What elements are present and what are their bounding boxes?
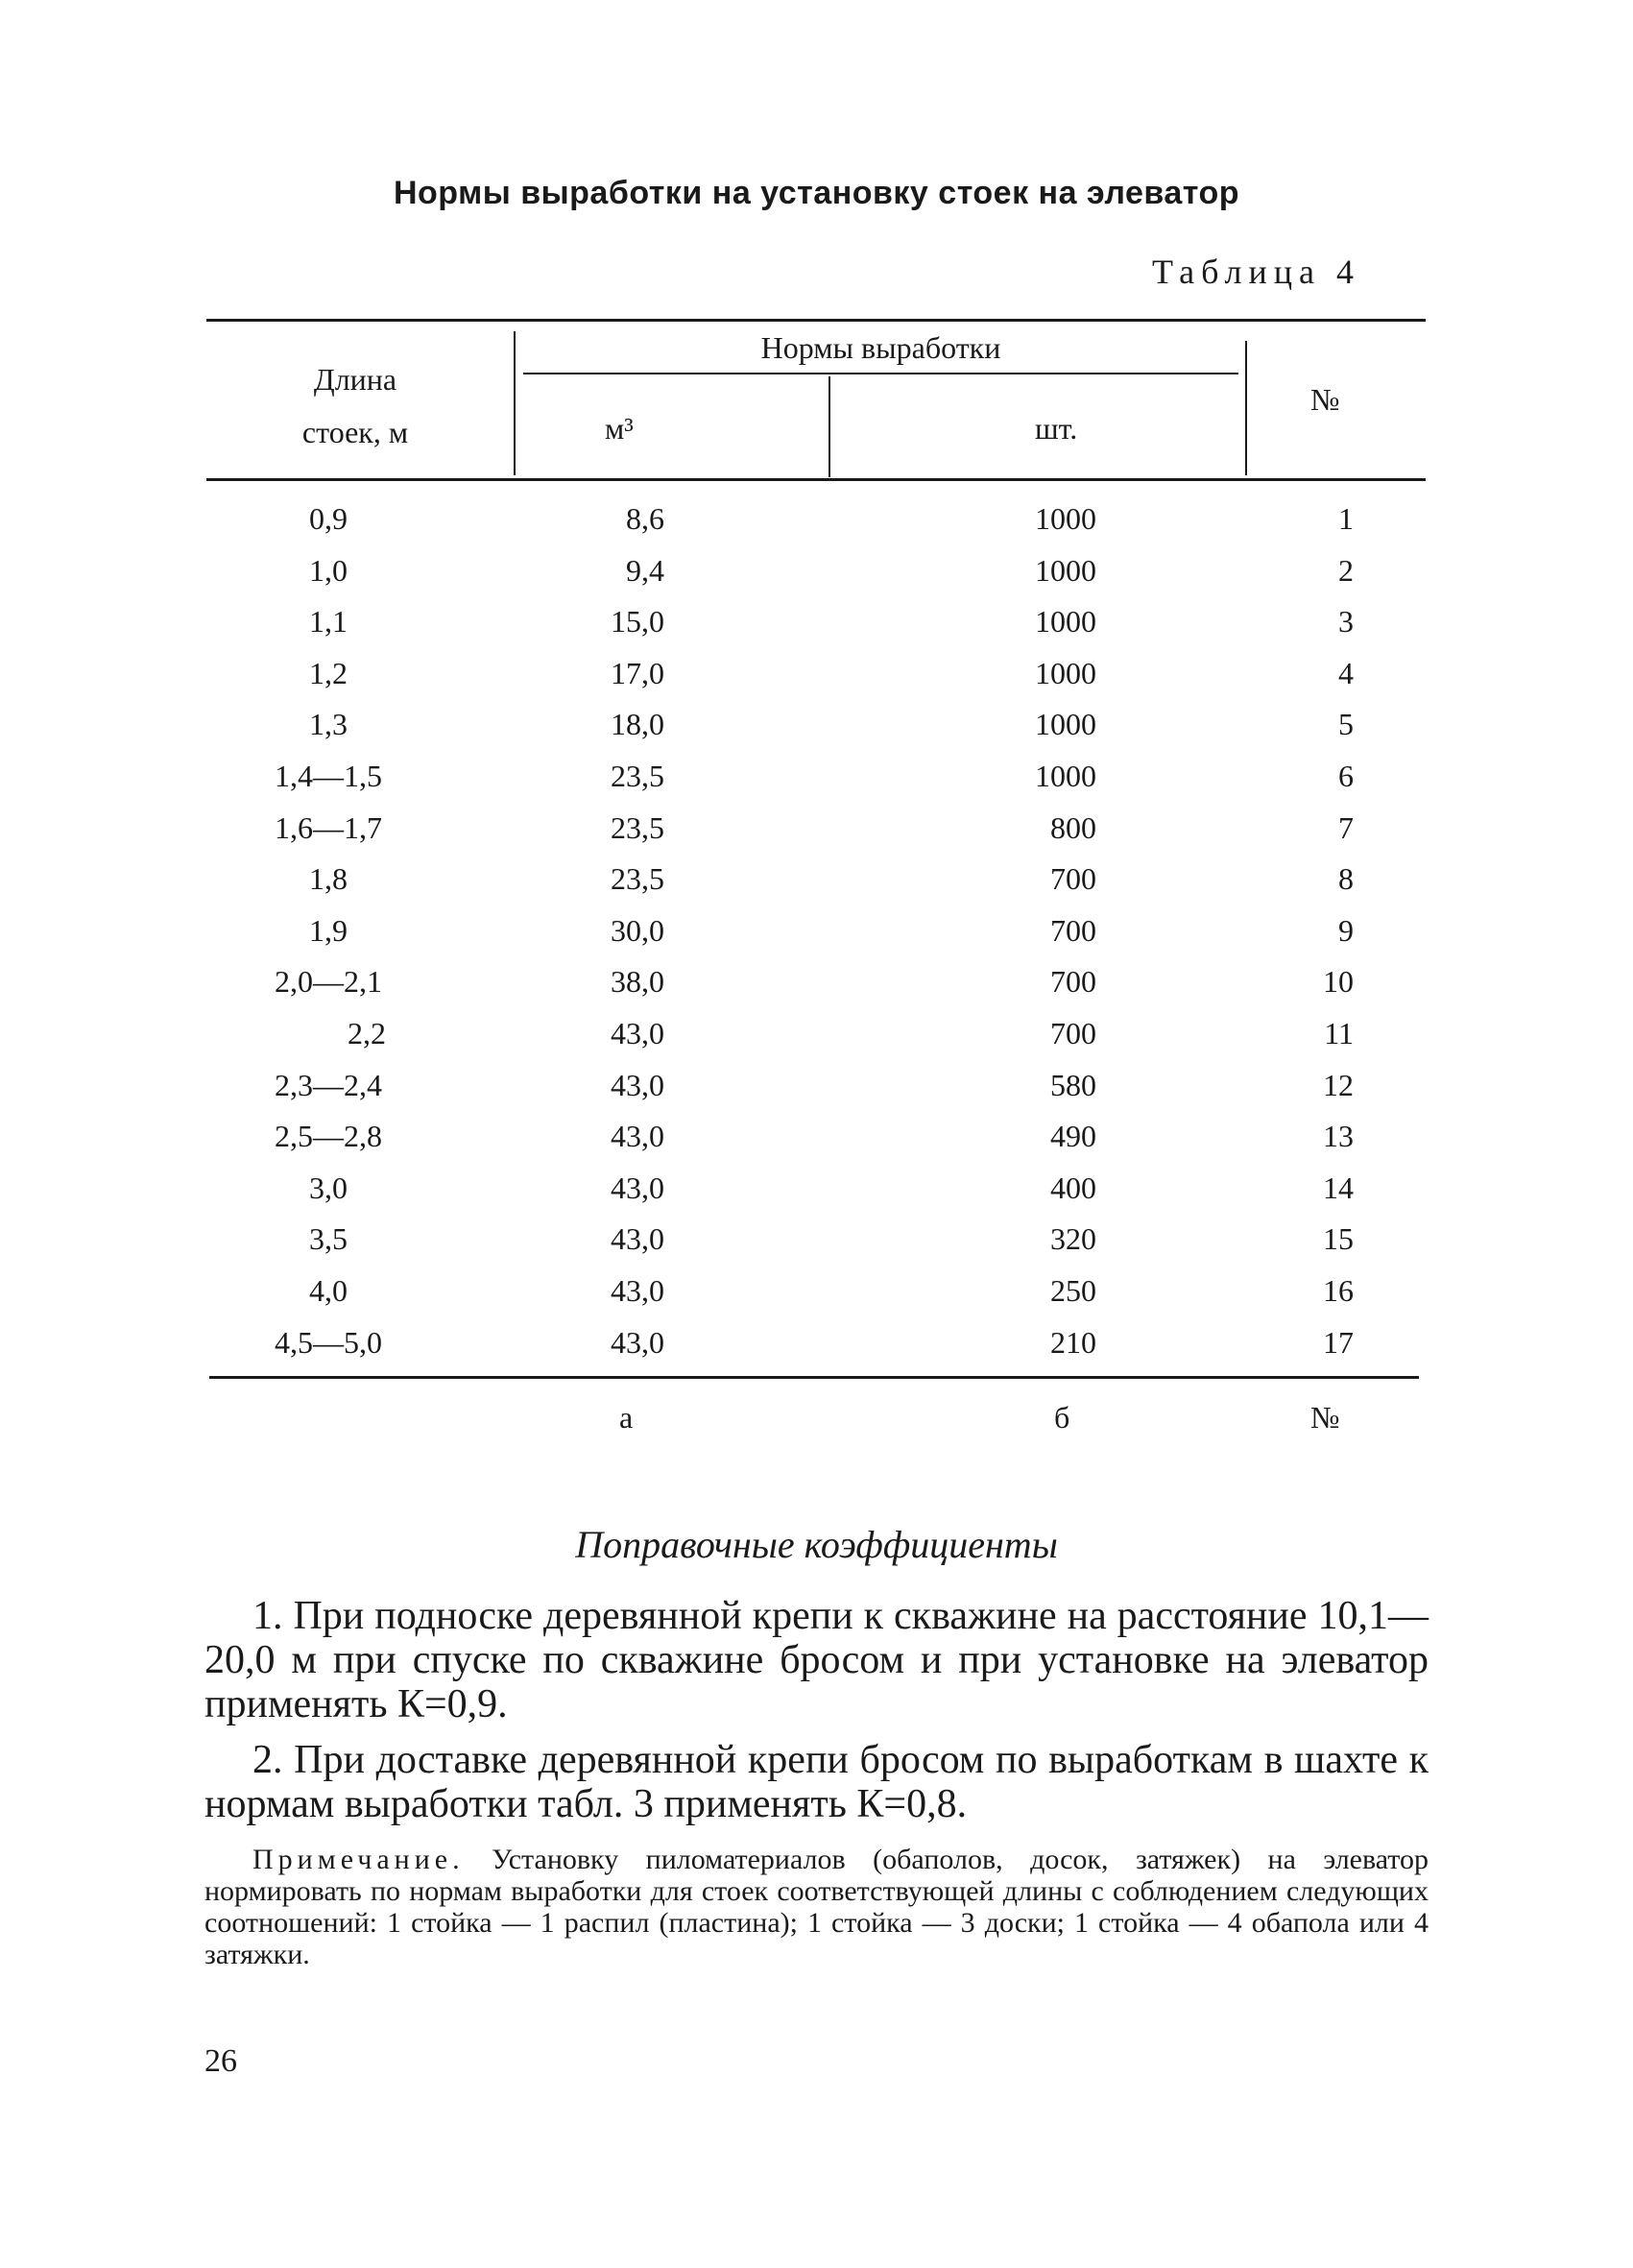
row-m3: 15,0: [611, 604, 664, 639]
table-row: [0, 1111, 1633, 1163]
row-length: 1,1: [309, 604, 348, 639]
row-length: 1,3: [309, 707, 348, 742]
section-title: Поправочные коэффициенты: [575, 1523, 1058, 1566]
row-m3: 43,0: [611, 1221, 664, 1257]
row-m3: 43,0: [611, 1273, 664, 1308]
table-row: [0, 1317, 1633, 1369]
paragraph-1: 1. При подноске деревянной крепи к скважине на расстояние 10,1—20,0 м при спуске по скважине бросом и при установке на элеватор применять К=0,9.: [204, 1594, 1429, 1726]
table-row: [0, 1214, 1633, 1266]
row-length: 2,5—2,8: [275, 1119, 382, 1154]
table-body: [0, 494, 1633, 1372]
row-m3: 38,0: [611, 964, 664, 1000]
table-top-rule: [206, 319, 1426, 322]
table-row: [0, 1060, 1633, 1112]
row-m3: 43,0: [611, 1119, 664, 1154]
column-label-a: а: [619, 1400, 634, 1435]
row-no: 17: [1323, 1324, 1354, 1360]
table-row: [0, 751, 1633, 803]
row-no: 12: [1323, 1067, 1354, 1102]
table-row: [0, 1163, 1633, 1215]
row-pcs: 700: [1050, 964, 1096, 1000]
table-row: [0, 905, 1633, 957]
header-norms: Нормы выработки: [760, 330, 1001, 365]
row-no: 4: [1338, 655, 1354, 690]
row-no: 8: [1338, 861, 1354, 897]
row-pcs: 700: [1050, 1016, 1096, 1050]
table-row: [0, 596, 1633, 648]
table-row: [0, 545, 1633, 597]
row-pcs: 400: [1050, 1170, 1096, 1205]
row-length: 1,2: [309, 655, 348, 690]
table-row: [0, 1266, 1633, 1317]
row-m3: 43,0: [611, 1170, 664, 1205]
row-no: 7: [1338, 809, 1354, 845]
row-length: 1,0: [309, 552, 348, 588]
table-row: [0, 854, 1633, 905]
row-m3: 30,0: [611, 912, 664, 948]
row-length: 3,0: [309, 1170, 348, 1205]
header-no: №: [1310, 382, 1340, 417]
row-no: 15: [1323, 1221, 1354, 1257]
row-pcs: 1000: [1035, 501, 1096, 536]
row-m3: 9,4: [626, 552, 664, 588]
row-pcs: 250: [1050, 1273, 1096, 1308]
row-pcs: 1000: [1035, 552, 1096, 588]
row-pcs: 490: [1050, 1119, 1096, 1154]
row-no: 6: [1338, 759, 1354, 793]
row-pcs: 320: [1050, 1221, 1096, 1257]
row-length: 3,5: [309, 1221, 348, 1257]
column-divider-m3: [829, 376, 830, 477]
row-no: 13: [1323, 1119, 1354, 1154]
row-pcs: 800: [1050, 809, 1096, 845]
row-pcs: 1000: [1035, 759, 1096, 793]
row-m3: 18,0: [611, 707, 664, 742]
row-no: 1: [1338, 501, 1354, 536]
paragraph-2: 2. При доставке деревянной крепи бросом по выработкам в шахте к нормам выработки табл. 3 применять К=0,8.: [204, 1738, 1429, 1826]
row-no: 2: [1338, 552, 1354, 588]
table-number: Таблица 4: [1152, 253, 1360, 291]
row-m3: 23,5: [611, 861, 664, 897]
column-label-b: б: [1054, 1400, 1070, 1435]
row-length: 4,0: [309, 1273, 348, 1308]
row-pcs: 580: [1050, 1067, 1096, 1102]
row-length: 1,8: [309, 861, 348, 897]
header-pcs: шт.: [1035, 411, 1078, 446]
table-row: [0, 956, 1633, 1008]
row-pcs: 1000: [1035, 604, 1096, 639]
row-no: 10: [1323, 964, 1354, 1000]
row-length: 1,4—1,5: [275, 759, 382, 793]
row-pcs: 1000: [1035, 655, 1096, 690]
row-no: 3: [1338, 604, 1354, 639]
row-pcs: 210: [1050, 1324, 1096, 1360]
row-length: 1,6—1,7: [275, 809, 382, 845]
page-title: Нормы выработки на установку стоек на элеватор: [393, 175, 1240, 211]
column-divider-length: [514, 331, 516, 475]
table-header-rule: [206, 478, 1426, 481]
row-m3: 8,6: [626, 501, 664, 536]
row-length: 0,9: [309, 501, 348, 536]
note-lead: Примечание.: [252, 1844, 465, 1875]
table-row: [0, 648, 1633, 700]
row-length: 2,2: [348, 1016, 386, 1050]
row-length: 2,3—2,4: [275, 1067, 382, 1102]
row-m3: 23,5: [611, 759, 664, 793]
row-m3: 43,0: [611, 1067, 664, 1102]
header-length: Длина стоек, м: [301, 362, 409, 449]
row-length: 1,9: [309, 912, 348, 948]
row-pcs: 700: [1050, 861, 1096, 897]
column-divider-pcs: [1245, 341, 1247, 475]
norms-subheader-rule: [523, 373, 1238, 374]
row-no: 11: [1324, 1016, 1354, 1050]
table-row: [0, 1008, 1633, 1060]
table-row: [0, 494, 1633, 545]
page-number: 26: [204, 2043, 237, 2079]
row-pcs: 700: [1050, 912, 1096, 948]
row-length: 2,0—2,1: [275, 964, 382, 1000]
table-bottom-rule: [209, 1376, 1419, 1379]
row-m3: 17,0: [611, 655, 664, 690]
row-length: 4,5—5,0: [275, 1324, 382, 1360]
table-row: [0, 803, 1633, 855]
row-pcs: 1000: [1035, 707, 1096, 742]
note-text: Установку пиломатериалов (обаполов, досок, затяжек) на элеватор нормировать по нормам выработки для стоек соответствующей длины с соблюдением следующих соотношений: 1 стойка — 1 распил (пластина); 1 стойка — 3 доски; 1 стойка — 4 обапола или 4 затяжки.: [204, 1844, 1429, 1970]
row-m3: 43,0: [611, 1016, 664, 1050]
row-no: 5: [1338, 707, 1354, 742]
row-no: 16: [1323, 1273, 1354, 1308]
note: [204, 1844, 1429, 1970]
column-label-no: №: [1310, 1400, 1340, 1435]
header-m3: м³: [605, 411, 634, 446]
row-m3: 23,5: [611, 809, 664, 845]
table-row: [0, 699, 1633, 751]
row-no: 14: [1323, 1170, 1354, 1205]
row-m3: 43,0: [611, 1324, 664, 1360]
row-no: 9: [1338, 912, 1354, 948]
